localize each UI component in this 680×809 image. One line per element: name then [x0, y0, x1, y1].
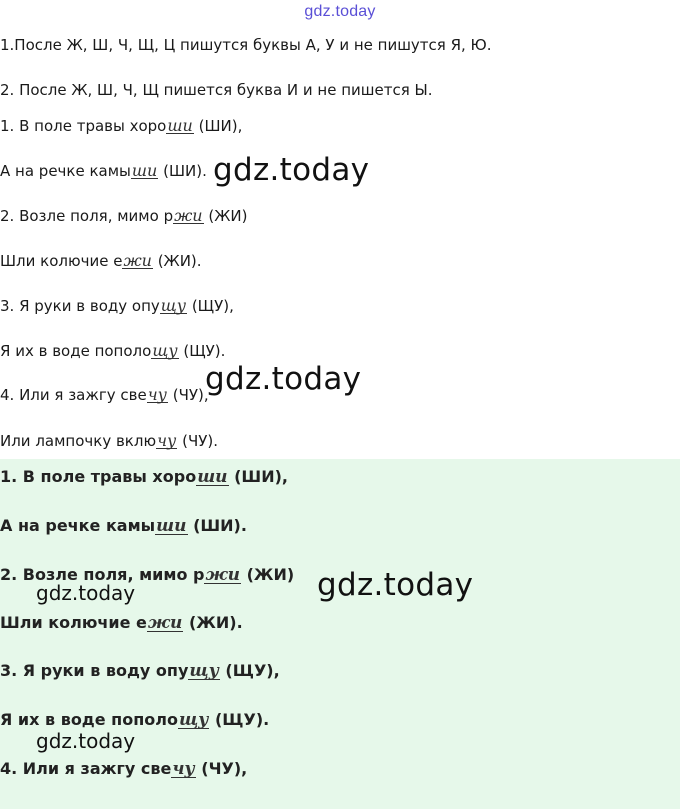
watermark: gdz.today: [317, 567, 474, 603]
poem-text: 3. Я руки в воду опу: [0, 297, 160, 315]
answer-note: (ЩУ).: [209, 710, 270, 729]
answer-line: [0, 760, 247, 778]
answer-note: (ШИ).: [187, 516, 247, 535]
filled-letters: щу: [160, 296, 187, 315]
answer-note: (ЧУ),: [195, 759, 248, 778]
answer-text: Шли колючие е: [0, 613, 147, 632]
answer-line: [0, 711, 269, 729]
poem-line: [0, 342, 225, 360]
poem-line: [0, 386, 209, 404]
filled-letters: щу: [152, 341, 178, 360]
poem-line: [0, 162, 207, 180]
poem-line: [0, 297, 234, 315]
poem-line: [0, 117, 242, 135]
poem-text: 4. Или я зажгу све: [0, 386, 147, 404]
poem-note: (ЧУ),: [167, 386, 209, 404]
poem-line: [0, 207, 247, 225]
poem-text: Или лампочку вклю: [0, 432, 157, 450]
filled-letters: жи: [147, 613, 183, 633]
poem-text: 1. В поле травы хоро: [0, 117, 167, 135]
filled-letters: щу: [189, 661, 219, 681]
poem-text: Я их в воде пополо: [0, 342, 152, 360]
filled-letters: жи: [174, 206, 203, 225]
answer-line: [0, 468, 288, 486]
answer-line: [0, 614, 243, 632]
filled-letters: ши: [197, 467, 228, 487]
filled-letters: ши: [131, 161, 158, 180]
poem-note: (ЧУ).: [177, 432, 218, 450]
poem-text: А на речке камы: [0, 162, 131, 180]
filled-letters: жи: [205, 565, 241, 585]
answer-text: А на речке камы: [0, 516, 156, 535]
filled-letters: ши: [156, 516, 187, 536]
watermark: gdz.today: [213, 152, 370, 188]
rule-line-1: 1.После Ж, Ш, Ч, Щ, Ц пишутся буквы А, У и не пишутся Я, Ю.: [0, 36, 492, 54]
filled-letters: чу: [147, 385, 167, 404]
poem-note: (ШИ),: [193, 117, 243, 135]
poem-note: (ШИ).: [158, 162, 207, 180]
answer-line: [0, 517, 247, 535]
answer-text: 1. В поле травы хоро: [0, 467, 197, 486]
answer-text: 4. Или я зажгу све: [0, 759, 172, 778]
watermark: gdz.today: [205, 361, 362, 397]
filled-letters: щу: [178, 710, 209, 730]
answer-text: 2. Возле поля, мимо р: [0, 565, 205, 584]
answer-note: (ЩУ),: [219, 661, 280, 680]
answer-note: (ЖИ).: [183, 613, 243, 632]
poem-note: (ЩУ),: [187, 297, 234, 315]
header-watermark: gdz.today: [304, 3, 376, 20]
poem-line: [0, 432, 218, 450]
answer-text: Я их в воде пополо: [0, 710, 178, 729]
poem-line: [0, 252, 202, 270]
watermark: gdz.today: [36, 729, 136, 753]
filled-letters: ши: [167, 116, 193, 135]
poem-note: (ЩУ).: [178, 342, 226, 360]
rule-line-2: 2. После Ж, Ш, Ч, Щ пишется буква И и не пишется Ы.: [0, 81, 433, 99]
answer-text: 3. Я руки в воду опу: [0, 661, 189, 680]
poem-note: (ЖИ).: [152, 252, 202, 270]
poem-note: (ЖИ): [203, 207, 248, 225]
poem-text: 2. Возле поля, мимо р: [0, 207, 174, 225]
filled-letters: жи: [123, 251, 152, 270]
answer-note: (ШИ),: [228, 467, 288, 486]
answer-panel: [0, 459, 680, 809]
answer-line: [0, 662, 280, 680]
poem-text: Шли колючие е: [0, 252, 123, 270]
watermark: gdz.today: [36, 581, 136, 605]
answer-note: (ЖИ): [241, 565, 295, 584]
filled-letters: чу: [157, 431, 177, 450]
filled-letters: чу: [172, 759, 195, 779]
